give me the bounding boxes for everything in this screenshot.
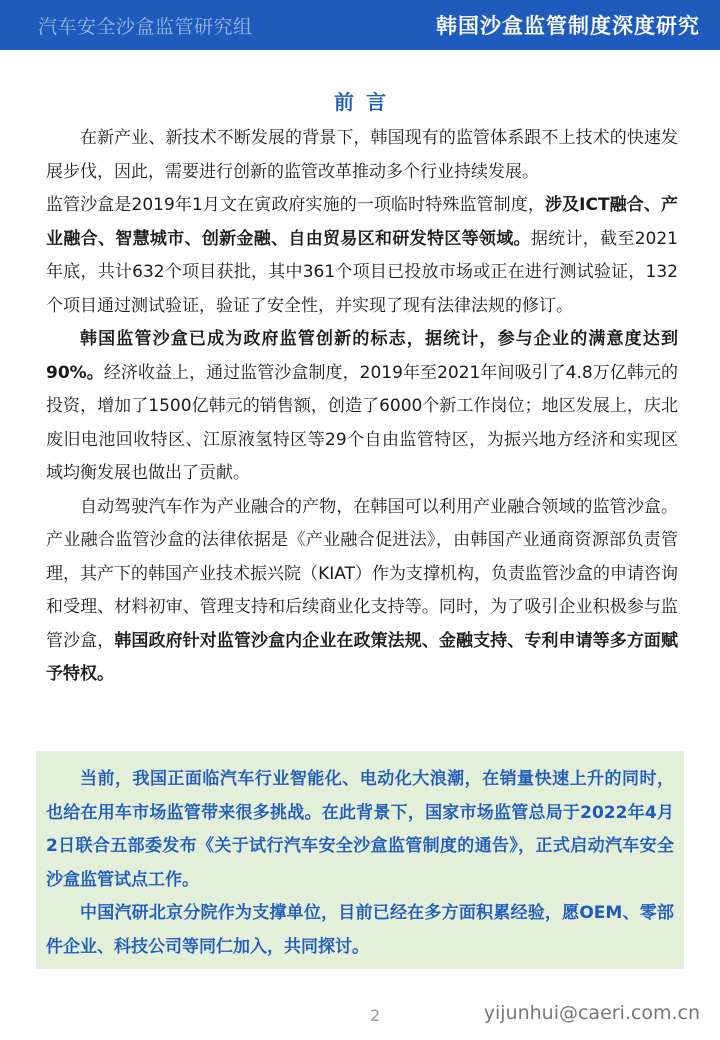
- page-number: 2: [370, 1006, 381, 1025]
- highlight-paragraph-current: 当前，我国正面临汽车行业智能化、电动化大浪潮，在销量快速上升的同时，也给在用车市场监管带来很多挑战。在此背景下，国家市场监管总局于2022年4月2日联合五部委发布《关于试行汽车安全沙盒监管制度的通告》，正式启动汽车安全沙盒监管试点工作。: [46, 769, 674, 890]
- paragraph-text: 经济收益上，通过监管沙盒制度，2019年至2021年间吸引了4.8万亿韩元的投资，增加了1500亿韩元的销售额，创造了6000个新工作岗位；地区发展上，庆北废旧电池回收特区、江原液氢特区等29个自由监管特区，为振兴地方经济和实现区域均衡发展也做出了贡献。: [46, 362, 678, 483]
- paragraph-background: [46, 122, 678, 189]
- section-title: 前言: [334, 90, 398, 114]
- paragraph-text: 监管沙盒是2019年1月文在寅政府实施的一项临时特殊监管制度，: [46, 195, 545, 215]
- emphasis-text: 涉及ICT融合、产业融合、智慧城市、创新金融、自由贸易区和研发特区等领域。: [46, 195, 678, 249]
- emphasis-text: 韩国政府针对监管沙盒内企业在政策法规、金融支持、专利申请等多方面赋予特权。: [46, 630, 679, 684]
- highlight-box: [36, 751, 684, 969]
- paragraph-text: 据统计，截至2021年底，共计632个项目获批，其中361个项目已投放市场或正在进行测试验证，132个项目通过测试验证，验证了安全性，并实现了现有法律法规的修订。: [46, 228, 679, 316]
- header-group-name: 汽车安全沙盒监管研究组: [38, 16, 253, 38]
- paragraph-autonomous-driving: [46, 491, 678, 692]
- paragraph-text: 自动驾驶汽车作为产业融合的产物，在韩国可以利用产业融合领域的监管沙盒。产业融合监管沙盒的法律依据是《产业融合促进法》，由韩国产业通商资源部负责管理，其产下的韩国产业技术振兴院（KIAT）作为支撑机构，负责监管沙盒的申请咨询和受理、材料初审、管理支持和后续商业化支持等。同时，为了吸引企业积极参与监管沙盒，: [46, 496, 678, 651]
- paragraph-sandbox-results: [46, 323, 678, 491]
- main-body: [46, 122, 678, 692]
- paragraph-sandbox-intro: [46, 189, 678, 323]
- emphasis-text: 韩国监管沙盒已成为政府监管创新的标志，据统计，参与企业的满意度达到90%。: [46, 329, 678, 383]
- page-header: [0, 0, 720, 50]
- contact-email: yijunhui@caeri.com.cn: [483, 1002, 700, 1024]
- paragraph-text: 在新产业、新技术不断发展的背景下，韩国现有的监管体系跟不上技术的快速发展步伐，因此，需要进行创新的监管改革推动多个行业持续发展。: [46, 128, 678, 182]
- header-report-title: 韩国沙盒监管制度深度研究: [436, 14, 700, 38]
- highlight-paragraph-invitation: 中国汽研北京分院作为支撑单位，目前已经在多方面积累经验，愿OEM、零部件企业、科技公司等同仁加入，共同探讨。: [46, 903, 674, 957]
